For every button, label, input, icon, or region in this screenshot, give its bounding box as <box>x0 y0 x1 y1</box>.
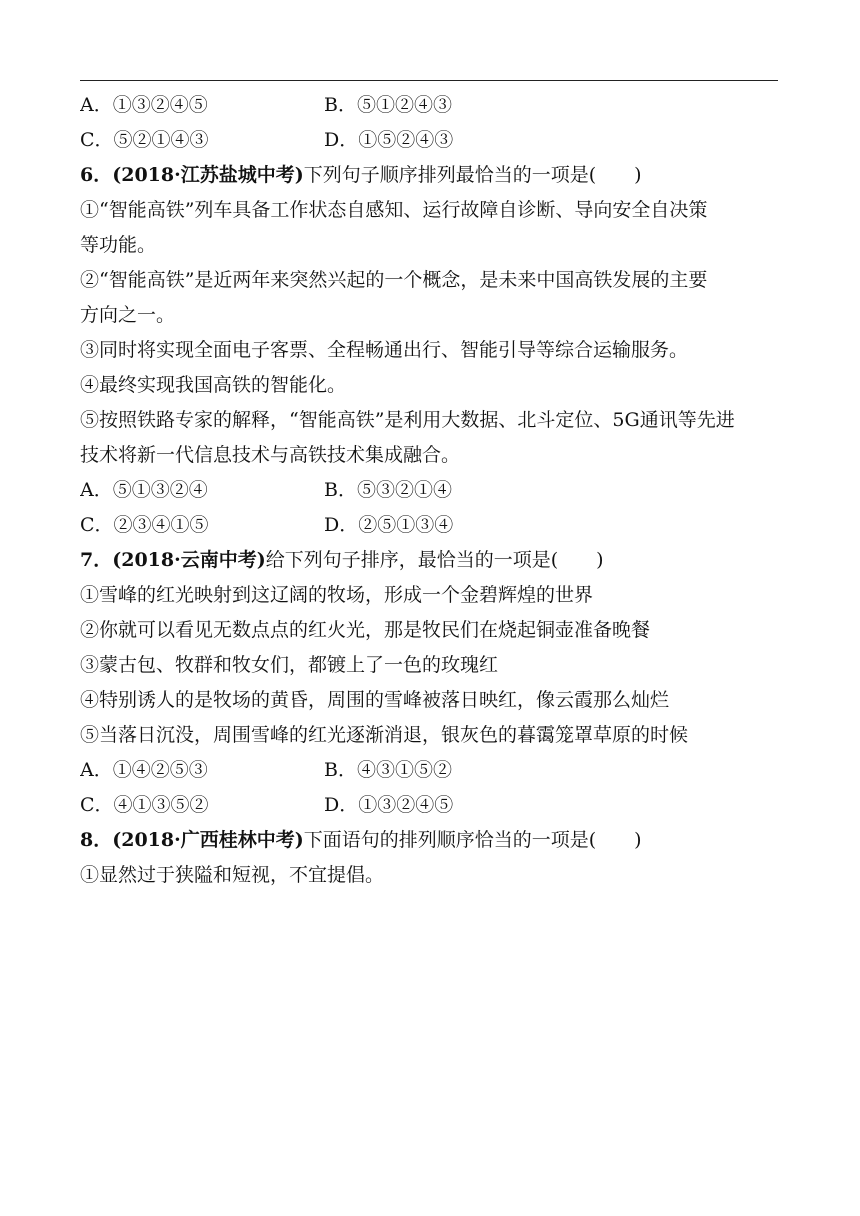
q7-options-row-2 <box>80 788 780 823</box>
q6-heading <box>80 158 780 193</box>
q8-heading <box>80 823 780 858</box>
document-body <box>80 88 780 893</box>
header-rule <box>80 80 778 81</box>
q6-option-c[interactable]: C．②③④①⑤ <box>80 514 209 536</box>
q7-heading <box>80 543 780 578</box>
q5-options-row-1 <box>80 88 780 123</box>
q5-option-c[interactable]: C．⑤②①④③ <box>80 129 209 151</box>
q8-number: 8． <box>80 829 113 851</box>
q7-option-a[interactable]: A．①④②⑤③ <box>80 759 208 781</box>
q6-sentence: ③同时将实现全面电子客票、全程畅通出行、智能引导等综合运输服务。 <box>80 339 689 361</box>
q7-sentence: ②你就可以看见无数点点的红火光，那是牧民们在烧起铜壶准备晚餐 <box>80 619 651 641</box>
q6-option-b[interactable]: B．⑤③②①④ <box>324 479 452 501</box>
q6-option-d[interactable]: D．②⑤①③④ <box>324 514 454 536</box>
q5-option-d[interactable]: D．①⑤②④③ <box>324 129 454 151</box>
q5-options-row-2 <box>80 123 780 158</box>
q6-sentence: 技术将新一代信息技术与高铁技术集成融合。 <box>80 444 461 466</box>
q6-options-row-2 <box>80 508 780 543</box>
q7-number: 7． <box>80 549 113 571</box>
q6-stem: 下列句子顺序排列最恰当的一项是( ) <box>303 164 642 186</box>
q7-sentence: ⑤当落日沉没，周围雪峰的红光逐渐消退，银灰色的暮霭笼罩草原的时候 <box>80 724 689 746</box>
q6-sentence: 方向之一。 <box>80 304 176 326</box>
q6-sentence: ⑤按照铁路专家的解释，“智能高铁”是利用大数据、北斗定位、5G通讯等先进 <box>80 409 735 431</box>
q6-sentence: ①“智能高铁”列车具备工作状态自感知、运行故障自诊断、导向安全自决策 <box>80 199 708 221</box>
q6-options-row-1 <box>80 473 780 508</box>
q7-source: (2018·云南中考) <box>112 549 266 571</box>
q5-option-b[interactable]: B．⑤①②④③ <box>324 94 452 116</box>
q8-source: (2018·广西桂林中考) <box>112 829 304 851</box>
q6-number: 6． <box>80 164 113 186</box>
q6-sentence: ②“智能高铁”是近两年来突然兴起的一个概念，是未来中国高铁发展的主要 <box>80 269 708 291</box>
q7-option-c[interactable]: C．④①③⑤② <box>80 794 209 816</box>
q7-sentence: ①雪峰的红光映射到这辽阔的牧场，形成一个金碧辉煌的世界 <box>80 584 594 606</box>
q8-sentence: ①显然过于狭隘和短视，不宜提倡。 <box>80 864 385 886</box>
q7-options-row-1 <box>80 753 780 788</box>
q8-stem: 下面语句的排列顺序恰当的一项是( ) <box>303 829 642 851</box>
q7-sentence: ③蒙古包、牧群和牧女们，都镀上了一色的玫瑰红 <box>80 654 499 676</box>
q6-source: (2018·江苏盐城中考) <box>112 164 304 186</box>
q7-stem: 给下列句子排序，最恰当的一项是( ) <box>265 549 604 571</box>
q7-option-d[interactable]: D．①③②④⑤ <box>324 794 454 816</box>
q6-option-a[interactable]: A．⑤①③②④ <box>80 479 208 501</box>
q6-sentence: ④最终实现我国高铁的智能化。 <box>80 374 347 396</box>
q7-sentence: ④特别诱人的是牧场的黄昏，周围的雪峰被落日映红，像云霞那么灿烂 <box>80 689 670 711</box>
q7-option-b[interactable]: B．④③①⑤② <box>324 759 452 781</box>
q6-sentence: 等功能。 <box>80 234 157 256</box>
q5-option-a[interactable]: A．①③②④⑤ <box>80 94 208 116</box>
